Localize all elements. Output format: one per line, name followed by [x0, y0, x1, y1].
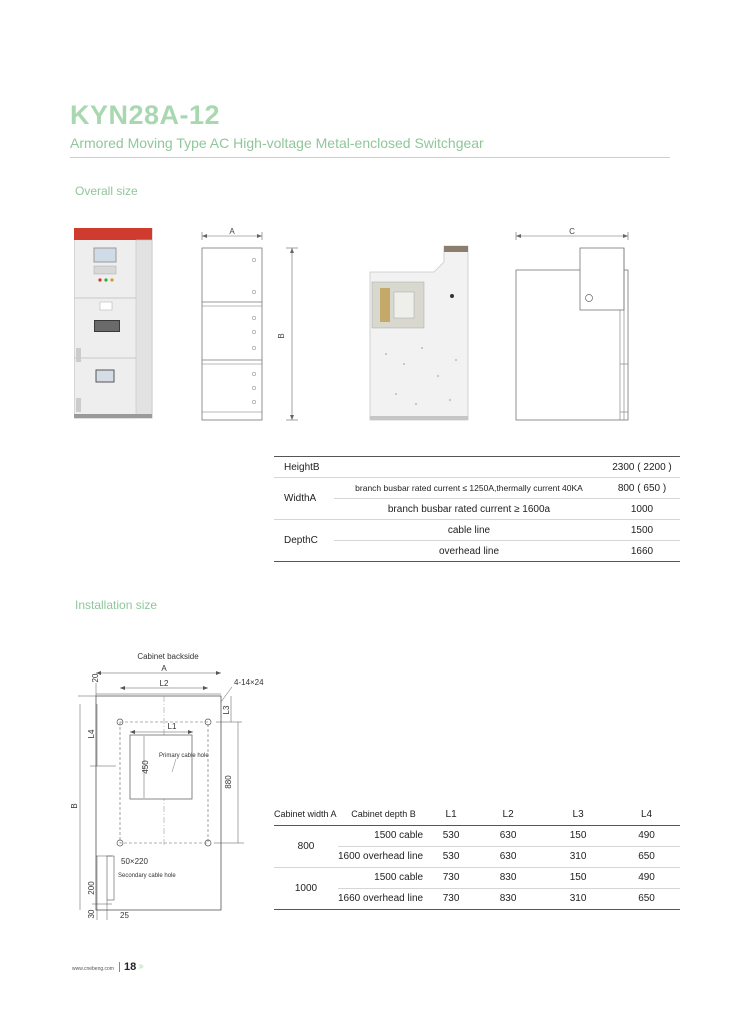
cabinet-side-photo [356, 244, 480, 424]
dim-L1-label: L1 [167, 722, 177, 731]
table-row [274, 825, 680, 846]
overall-size-table [274, 456, 680, 562]
L4-cell: 650 [613, 846, 680, 867]
cabinet-depth-cell: 1500 cable [338, 825, 429, 846]
L3-cell: 150 [543, 825, 613, 846]
dim-200-label: 200 [87, 881, 96, 895]
section-overall-heading: Overall size [75, 184, 138, 198]
secondary-cable-hole-label: Secondary cable hole [118, 873, 176, 879]
header-cabinet-width: Cabinet width A [274, 804, 338, 825]
chevron-right-icon: ››› [138, 961, 142, 972]
width-condition-1: branch busbar rated current ≤ 1250A,thermally current 40KA [334, 478, 604, 499]
footer-url: www.cnebeng.com [72, 966, 114, 972]
footer-divider [119, 962, 120, 972]
page-number: 18 [124, 961, 137, 973]
dim-450-label: 450 [141, 760, 150, 774]
hole-spec-label: 4-14×24 [234, 678, 264, 687]
dim-880-label: 880 [224, 775, 233, 789]
table-row [274, 457, 680, 478]
width-value-2: 1000 [604, 499, 680, 520]
primary-cable-hole-label: Primary cable hole [159, 753, 209, 759]
L3-cell: 150 [543, 867, 613, 888]
L1-cell: 730 [429, 888, 473, 909]
cabinet-depth-cell: 1500 cable [338, 867, 429, 888]
depth-label: DepthC [274, 520, 334, 562]
table-row [274, 520, 680, 541]
cabinet-width-cell: 1000 [274, 867, 338, 909]
page-title: KYN28A-12 [70, 100, 221, 130]
table-row [274, 867, 680, 888]
L4-cell: 490 [613, 867, 680, 888]
height-value: 2300 ( 2200 ) [604, 457, 680, 478]
dim-30-label: 30 [87, 909, 96, 919]
dim-L4-label: L4 [87, 729, 96, 739]
width-value-1: 800 ( 650 ) [604, 478, 680, 499]
dim-A-label: A [161, 664, 167, 673]
L2-cell: 830 [473, 888, 543, 909]
depth-value-2: 1660 [604, 541, 680, 562]
header-cabinet-depth: Cabinet depth B [338, 804, 429, 825]
title-divider [70, 157, 670, 158]
table-row [274, 541, 680, 562]
L2-cell: 630 [473, 846, 543, 867]
dim-25-label: 25 [120, 911, 129, 920]
page-subtitle: Armored Moving Type AC High-voltage Metal-enclosed Switchgear [70, 135, 484, 151]
table-header-row [274, 804, 680, 825]
dim-B-label: B [70, 803, 79, 809]
installation-size-table [274, 804, 680, 910]
L4-cell: 490 [613, 825, 680, 846]
header-L1: L1 [429, 804, 473, 825]
dim-B-label: B [277, 333, 286, 339]
depth-condition-2: overhead line [334, 541, 604, 562]
L1-cell: 530 [429, 825, 473, 846]
cabinet-backside-label: Cabinet backside [137, 652, 199, 661]
cabinet-front-drawing [196, 226, 300, 426]
L2-cell: 830 [473, 867, 543, 888]
depth-condition-1: cable line [334, 520, 604, 541]
cabinet-width-cell: 800 [274, 825, 338, 867]
L4-cell: 650 [613, 888, 680, 909]
dim-C-label: C [569, 227, 575, 236]
header-L2: L2 [473, 804, 543, 825]
installation-drawing [66, 648, 282, 924]
L2-cell: 630 [473, 825, 543, 846]
header-L3: L3 [543, 804, 613, 825]
header-L4: L4 [613, 804, 680, 825]
table-row [274, 499, 680, 520]
cabinet-side-drawing [510, 226, 634, 426]
cabinet-front-photo [74, 228, 156, 420]
depth-value-1: 1500 [604, 520, 680, 541]
secondary-size-label: 50×220 [121, 857, 148, 866]
dim-L3-label: L3 [222, 705, 231, 715]
cabinet-depth-cell: 1660 overhead line [338, 888, 429, 909]
section-installation-heading: Installation size [75, 598, 158, 612]
table-row [274, 478, 680, 499]
L1-cell: 530 [429, 846, 473, 867]
width-label: WidthA [274, 478, 334, 520]
height-label: HeightB [274, 457, 334, 478]
dim-A-label: A [229, 227, 235, 236]
L1-cell: 730 [429, 867, 473, 888]
L3-cell: 310 [543, 846, 613, 867]
width-condition-2: branch busbar rated current ≥ 1600a [334, 499, 604, 520]
dim-20-label: 20 [91, 673, 100, 683]
dim-L2-label: L2 [159, 679, 169, 688]
L3-cell: 310 [543, 888, 613, 909]
cabinet-depth-cell: 1600 overhead line [338, 846, 429, 867]
